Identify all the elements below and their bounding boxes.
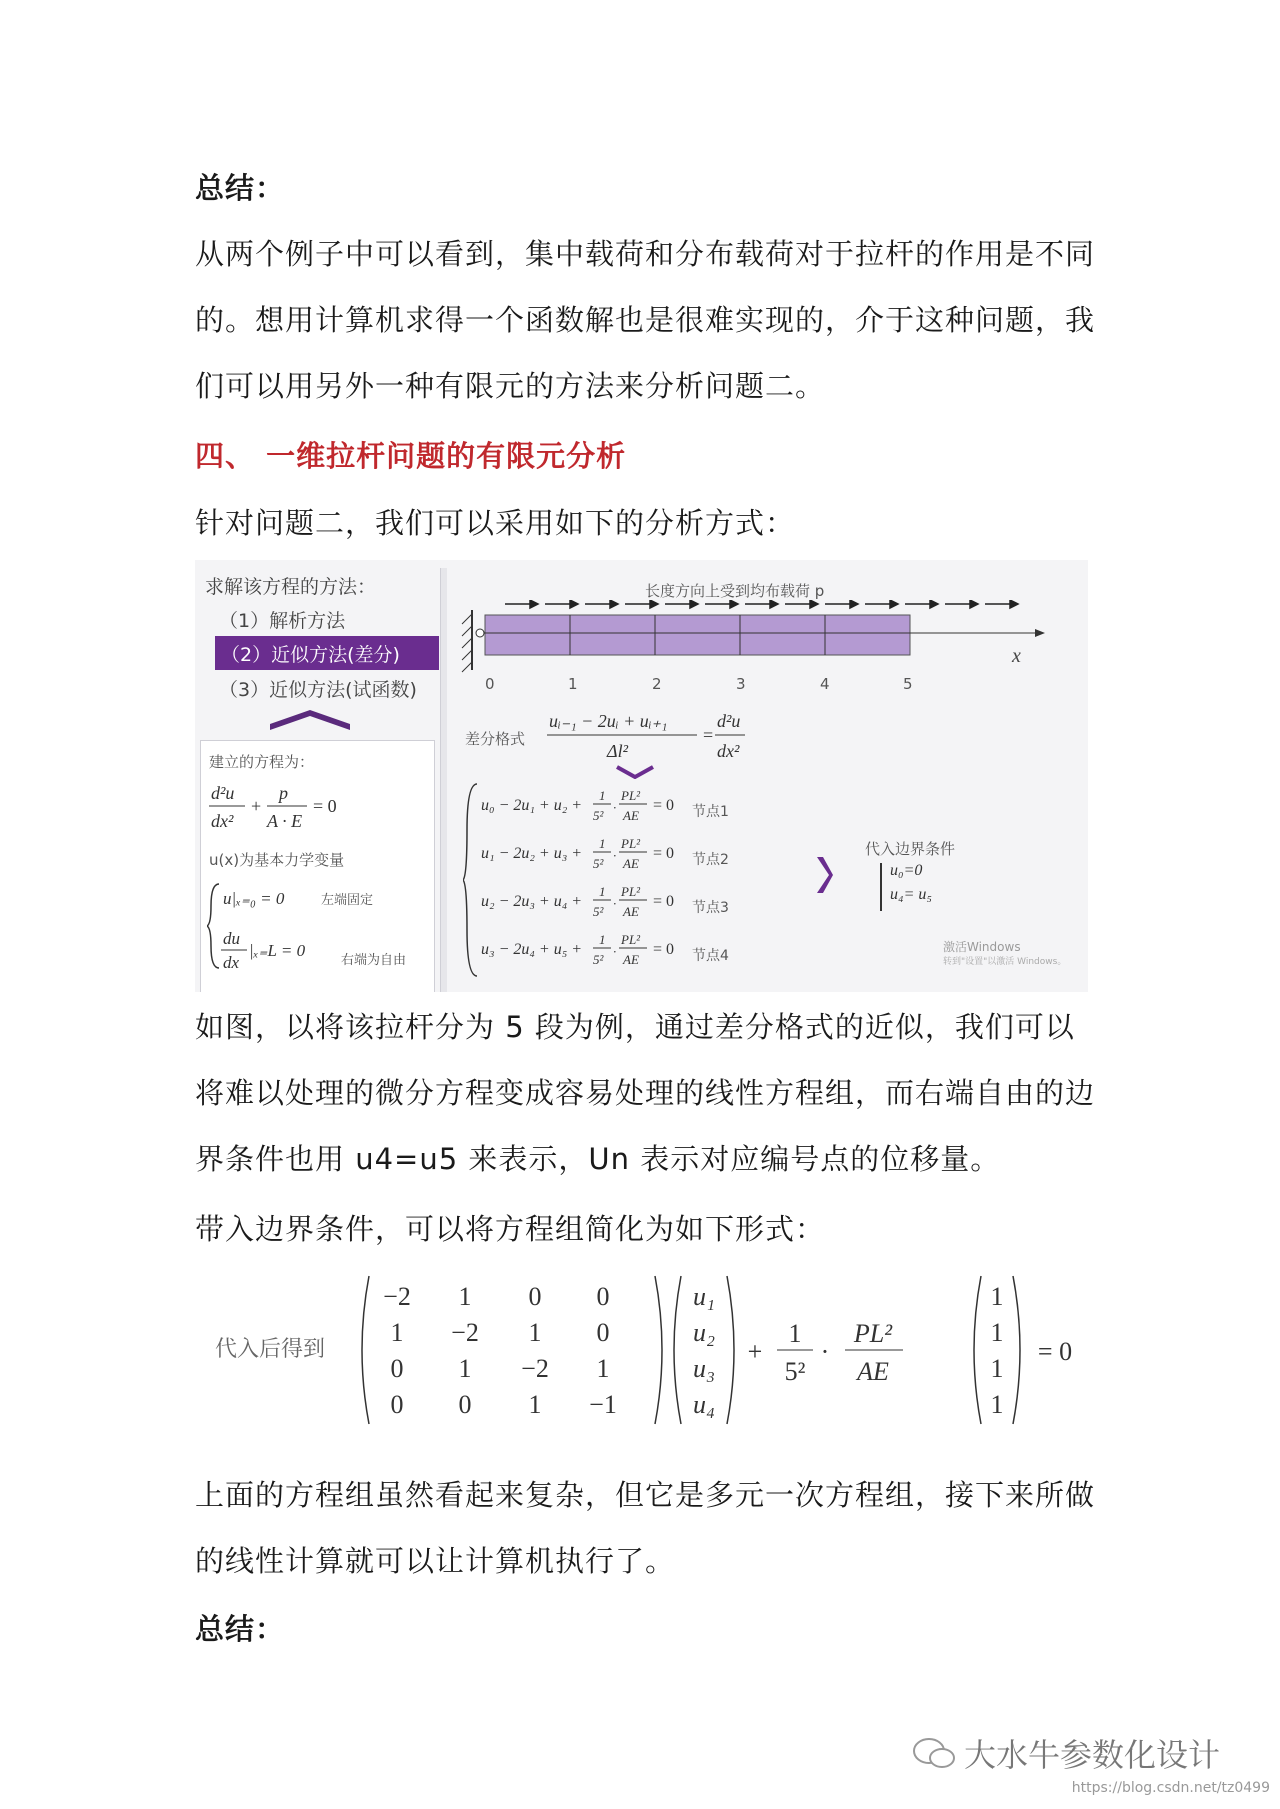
svg-text:A · E: A · E	[267, 811, 303, 831]
section-heading: 四、 一维拉杆问题的有限元分析	[195, 439, 627, 473]
svg-text:uᵢ₋₁ − 2uᵢ + uᵢ₊₁: uᵢ₋₁ − 2uᵢ + uᵢ₊₁	[549, 711, 668, 731]
node-tag-1: 节点1	[692, 804, 729, 820]
method-3: （3）近似方法(试函数)	[219, 679, 417, 701]
equations-title: 建立的方程为：	[209, 753, 315, 771]
axis-label: x	[1012, 645, 1021, 667]
paragraph-1: 从两个例子中可以看到，集中载荷和分布载荷对于拉杆的作用是不同的。想用计算机求得一个函数解也是很难实现的，介于这种问题，我们可以用另外一种有限元的方法来分析问题二。	[195, 237, 1096, 403]
m-2-1: 1	[458, 1354, 472, 1383]
svg-text:·: ·	[613, 800, 617, 815]
vec-u-2: u₂	[692, 1318, 716, 1347]
svg-text:·: ·	[613, 848, 617, 863]
m-2-2: −2	[521, 1354, 549, 1383]
svg-text:= 0: = 0	[653, 797, 675, 814]
variable-note: u(x)为基本力学变量	[209, 851, 345, 869]
svg-text:d²u: d²u	[211, 783, 235, 803]
svg-text:AE: AE	[623, 952, 639, 967]
boundary-1: u₀=0	[890, 862, 923, 879]
node-label-2: 2	[652, 675, 662, 693]
svg-text:dx: dx	[223, 953, 240, 972]
boundary-2: u₄= u₅	[890, 886, 932, 903]
svg-text:dx²: dx²	[717, 741, 740, 761]
svg-text:|ₓ₌L = 0: |ₓ₌L = 0	[249, 941, 306, 960]
svg-text:= 0: = 0	[653, 941, 675, 958]
svg-text:= 0: = 0	[653, 845, 675, 862]
watermark-activate-2: 转到"设置"以激活 Windows。	[943, 957, 1067, 967]
ones-3: 1	[990, 1354, 1004, 1383]
svg-text:u|ₓ₌₀ = 0: u|ₓ₌₀ = 0	[223, 889, 285, 908]
svg-text:+: +	[747, 1337, 763, 1366]
summary-heading-2: 总结：	[195, 1612, 286, 1646]
wechat-watermark	[912, 1730, 1220, 1776]
svg-text:AE: AE	[623, 904, 639, 919]
node-label-4: 4	[820, 675, 830, 693]
methods-panel	[195, 560, 440, 992]
ode-equation	[207, 779, 427, 839]
chevron-down-icon	[615, 765, 655, 779]
svg-text:1: 1	[599, 788, 606, 803]
node-label-0: 0	[485, 675, 495, 693]
m-3-3: −1	[589, 1390, 617, 1419]
ones-4: 1	[990, 1390, 1004, 1419]
svg-text:dx²: dx²	[211, 811, 234, 831]
svg-text:+: +	[251, 796, 262, 816]
svg-text:5²: 5²	[593, 904, 604, 919]
svg-text:Δl²: Δl²	[607, 741, 628, 761]
svg-text:=: =	[703, 725, 714, 745]
svg-text:d²u: d²u	[717, 711, 741, 731]
svg-text:PL²: PL²	[621, 884, 641, 899]
paragraph-3: 如图，以将该拉杆分为 5 段为例，通过差分格式的近似，我们可以将难以处理的微分方程变成容易处理的线性方程组，而右端自由的边界条件也用 u4=u5 来表示，Un 表示对应编号点的位移量。	[195, 1010, 1096, 1176]
methods-title: 求解该方程的方法：	[205, 576, 377, 598]
m-3-2: 1	[528, 1390, 542, 1419]
m-3-1: 0	[458, 1390, 472, 1419]
svg-text:PL²: PL²	[621, 836, 641, 851]
paragraph-4: 带入边界条件，可以将方程组简化为如下形式：	[195, 1212, 826, 1246]
method-2-highlight	[215, 636, 439, 670]
left-fixed-label: 左端固定	[321, 893, 374, 908]
chevron-down-icon	[265, 710, 355, 734]
node-tag-3: 节点3	[692, 900, 729, 916]
matrix-equation	[195, 1270, 1095, 1430]
m-1-3: 0	[596, 1318, 610, 1347]
vec-u-3: u₃	[692, 1354, 716, 1383]
m-2-3: 1	[596, 1354, 610, 1383]
svg-text:du: du	[223, 929, 240, 948]
svg-text:·: ·	[820, 1337, 830, 1366]
m-0-0: −2	[383, 1282, 411, 1311]
svg-text:u₃ − 2u₄ + u₅ +: u₃ − 2u₄ + u₅ +	[481, 941, 583, 958]
diff-label: 差分格式	[465, 730, 526, 748]
svg-text:1: 1	[599, 884, 606, 899]
node-tag-2: 节点2	[692, 852, 729, 868]
paragraph-5: 上面的方程组虽然看起来复杂，但它是多元一次方程组，接下来所做的线性计算就可以让计算机执行了。	[195, 1478, 1096, 1578]
svg-text:p: p	[279, 783, 288, 803]
svg-text:AE: AE	[623, 808, 639, 823]
vec-u-1: u₁	[692, 1282, 716, 1311]
node-tag-4: 节点4	[692, 948, 729, 964]
chevron-right-icon	[815, 855, 835, 895]
ones-1: 1	[990, 1282, 1004, 1311]
svg-text:AE: AE	[623, 856, 639, 871]
svg-text:= 0: = 0	[313, 796, 337, 816]
brand-name: 大水牛参数化设计	[963, 1736, 1220, 1774]
m-3-0: 0	[390, 1390, 404, 1419]
figure-divider	[440, 568, 447, 992]
m-0-3: 0	[596, 1282, 610, 1311]
node-label-3: 3	[736, 675, 746, 693]
m-0-2: 0	[528, 1282, 542, 1311]
svg-text:u₂ − 2u₃ + u₄ +: u₂ − 2u₃ + u₄ +	[481, 893, 583, 910]
m-1-2: 1	[528, 1318, 542, 1347]
right-free-label: 右端为自由	[341, 953, 407, 968]
equation-box	[200, 740, 435, 992]
node-label-1: 1	[568, 675, 578, 693]
m-2-0: 0	[390, 1354, 404, 1383]
ones-2: 1	[990, 1318, 1004, 1347]
boundary-brace	[880, 863, 882, 911]
m-0-1: 1	[458, 1282, 472, 1311]
m-1-0: 1	[390, 1318, 404, 1347]
method-2: （2）近似方法(差分)	[221, 644, 400, 666]
m-1-1: −2	[451, 1318, 479, 1347]
svg-text:PL²: PL²	[621, 932, 641, 947]
matrix-eq-label: 代入后得到	[215, 1337, 326, 1362]
wechat-icon	[912, 1736, 956, 1770]
svg-text:PL²: PL²	[621, 788, 641, 803]
svg-text:= 0: = 0	[653, 893, 675, 910]
boundary-title: 代入边界条件	[865, 840, 956, 858]
paragraph-2: 针对问题二，我们可以采用如下的分析方式：	[195, 506, 796, 540]
svg-text:5²: 5²	[593, 856, 604, 871]
vec-u-4: u₄	[692, 1390, 716, 1419]
method-1: （1）解析方法	[219, 610, 346, 632]
load-label: 长度方向上受到均布载荷 p	[645, 582, 825, 600]
bar-diagram	[460, 600, 1060, 690]
svg-text:u₁ − 2u₂ + u₃ +: u₁ − 2u₂ + u₃ +	[481, 845, 583, 862]
svg-text:5²: 5²	[593, 952, 604, 967]
svg-text:1: 1	[788, 1319, 802, 1348]
blog-url: https://blog.csdn.net/tz0499	[1071, 1780, 1270, 1796]
svg-text:1: 1	[599, 836, 606, 851]
svg-text:PL²: PL²	[853, 1319, 893, 1348]
equals-zero: = 0	[1037, 1337, 1073, 1366]
svg-text:u₀ − 2u₁ + u₂ +: u₀ − 2u₁ + u₂ +	[481, 797, 583, 814]
fem-figure	[195, 560, 1088, 992]
svg-text:5²: 5²	[784, 1357, 806, 1386]
svg-text:5²: 5²	[593, 808, 604, 823]
node-label-5: 5	[903, 675, 913, 693]
svg-text:·: ·	[613, 896, 617, 911]
svg-text:AE: AE	[857, 1357, 889, 1386]
svg-text:·: ·	[613, 944, 617, 959]
watermark-activate-1: 激活Windows	[943, 940, 1021, 954]
svg-text:1: 1	[599, 932, 606, 947]
summary-heading-1: 总结：	[195, 171, 286, 205]
difference-scheme	[545, 705, 745, 765]
matrix-drawing	[355, 1270, 1095, 1430]
